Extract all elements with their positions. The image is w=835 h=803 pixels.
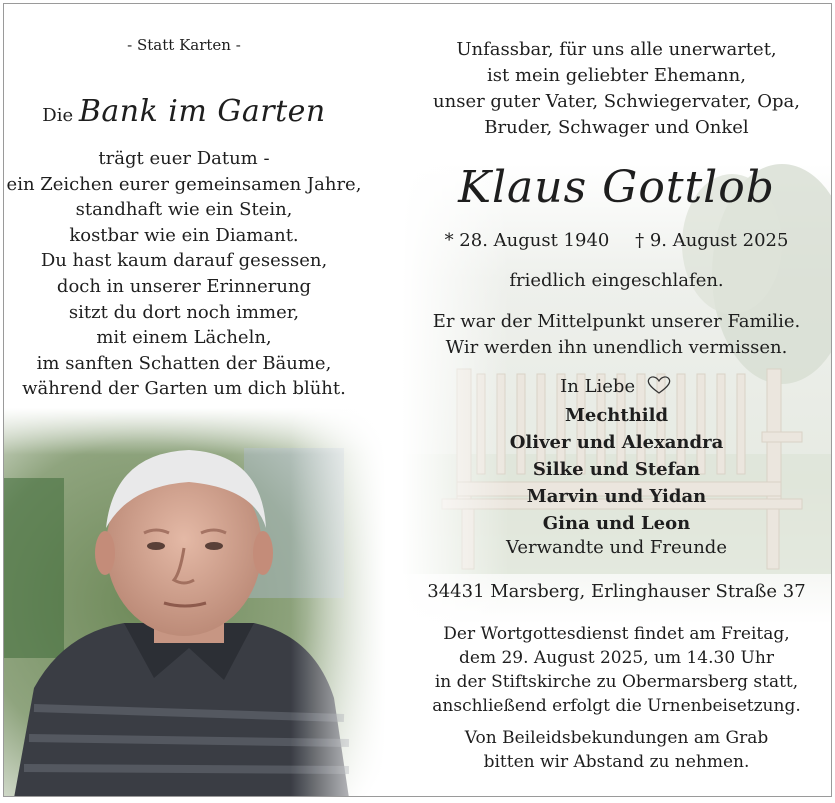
poem-line: doch in unserer Erinnerung bbox=[56, 275, 312, 297]
condolence-info bbox=[402, 726, 831, 774]
center-lines bbox=[402, 309, 831, 361]
relatives-line: Verwandte und Freunde bbox=[505, 537, 727, 558]
birth-date: * 28. August 1940 bbox=[444, 230, 610, 251]
service-line: dem 29. August 2025, um 14.30 Uhr bbox=[459, 648, 774, 668]
die-word: Die bbox=[42, 105, 74, 126]
portrait-photo bbox=[4, 408, 402, 796]
family-member: Mechthild bbox=[564, 405, 669, 426]
poem-line: Du hast kaum darauf gesessen, bbox=[40, 250, 328, 272]
poem-line: sitzt du dort noch immer, bbox=[68, 301, 300, 323]
poem bbox=[4, 146, 364, 402]
life-dates bbox=[402, 230, 831, 251]
service-line: anschließend erfolgt die Urnenbeisetzung. bbox=[432, 696, 801, 716]
bank-im-garten-script: Bank im Garten bbox=[78, 94, 326, 129]
poem-line: ein Zeichen eurer gemeinsamen Jahre, bbox=[6, 173, 362, 195]
family-names bbox=[402, 402, 831, 537]
address-line: 34431 Marsberg, Erlinghauser Straße 37 bbox=[427, 581, 806, 602]
poem-line: trägt euer Datum - bbox=[98, 148, 270, 169]
in-liebe-line bbox=[402, 375, 831, 397]
service-line: in der Stiftskirche zu Obermarsberg statt, bbox=[434, 672, 799, 692]
death-date: † 9. August 2025 bbox=[635, 230, 789, 251]
in-liebe: In Liebe bbox=[560, 376, 636, 397]
left-column bbox=[4, 4, 402, 796]
family-member: Oliver und Alexandra bbox=[509, 432, 724, 453]
heart-outline-icon bbox=[645, 375, 673, 395]
intro-line: Unfassbar, für uns alle unerwartet, bbox=[456, 39, 777, 60]
obituary-card bbox=[3, 3, 832, 797]
right-column bbox=[402, 4, 831, 796]
poem-line: mit einem Lächeln, bbox=[96, 327, 272, 349]
condolence-line: Von Beileidsbekundungen am Grab bbox=[464, 728, 769, 748]
service-line: Der Wortgottesdienst findet am Freitag, bbox=[443, 624, 790, 644]
deceased-name: Klaus Gottlob bbox=[458, 162, 775, 213]
family-member: Marvin und Yidan bbox=[526, 486, 707, 507]
intro-line: ist mein geliebter Ehemann, bbox=[487, 65, 746, 86]
family-member: Gina und Leon bbox=[542, 513, 691, 534]
poem-line: im sanften Schatten der Bäume, bbox=[36, 352, 332, 374]
poem-line: während der Garten um dich blüht. bbox=[22, 378, 346, 400]
condolence-line: bitten wir Abstand zu nehmen. bbox=[483, 752, 750, 772]
family-member: Silke und Stefan bbox=[532, 459, 701, 480]
center-line: Er war der Mittelpunkt unserer Familie. bbox=[432, 311, 801, 332]
intro-line: Bruder, Schwager und Onkel bbox=[484, 117, 749, 138]
statt-karten: - Statt Karten - bbox=[127, 36, 241, 54]
asleep-line: friedlich eingeschlafen. bbox=[509, 270, 724, 291]
poem-line: standhaft wie ein Stein, bbox=[75, 199, 293, 221]
poem-line: kostbar wie ein Diamant. bbox=[69, 224, 299, 246]
service-info bbox=[402, 622, 831, 718]
center-line: Wir werden ihn unendlich vermissen. bbox=[445, 337, 788, 358]
bank-heading bbox=[4, 94, 364, 129]
announcement-intro bbox=[402, 37, 831, 141]
intro-line: unser guter Vater, Schwiegervater, Opa, bbox=[433, 91, 800, 112]
